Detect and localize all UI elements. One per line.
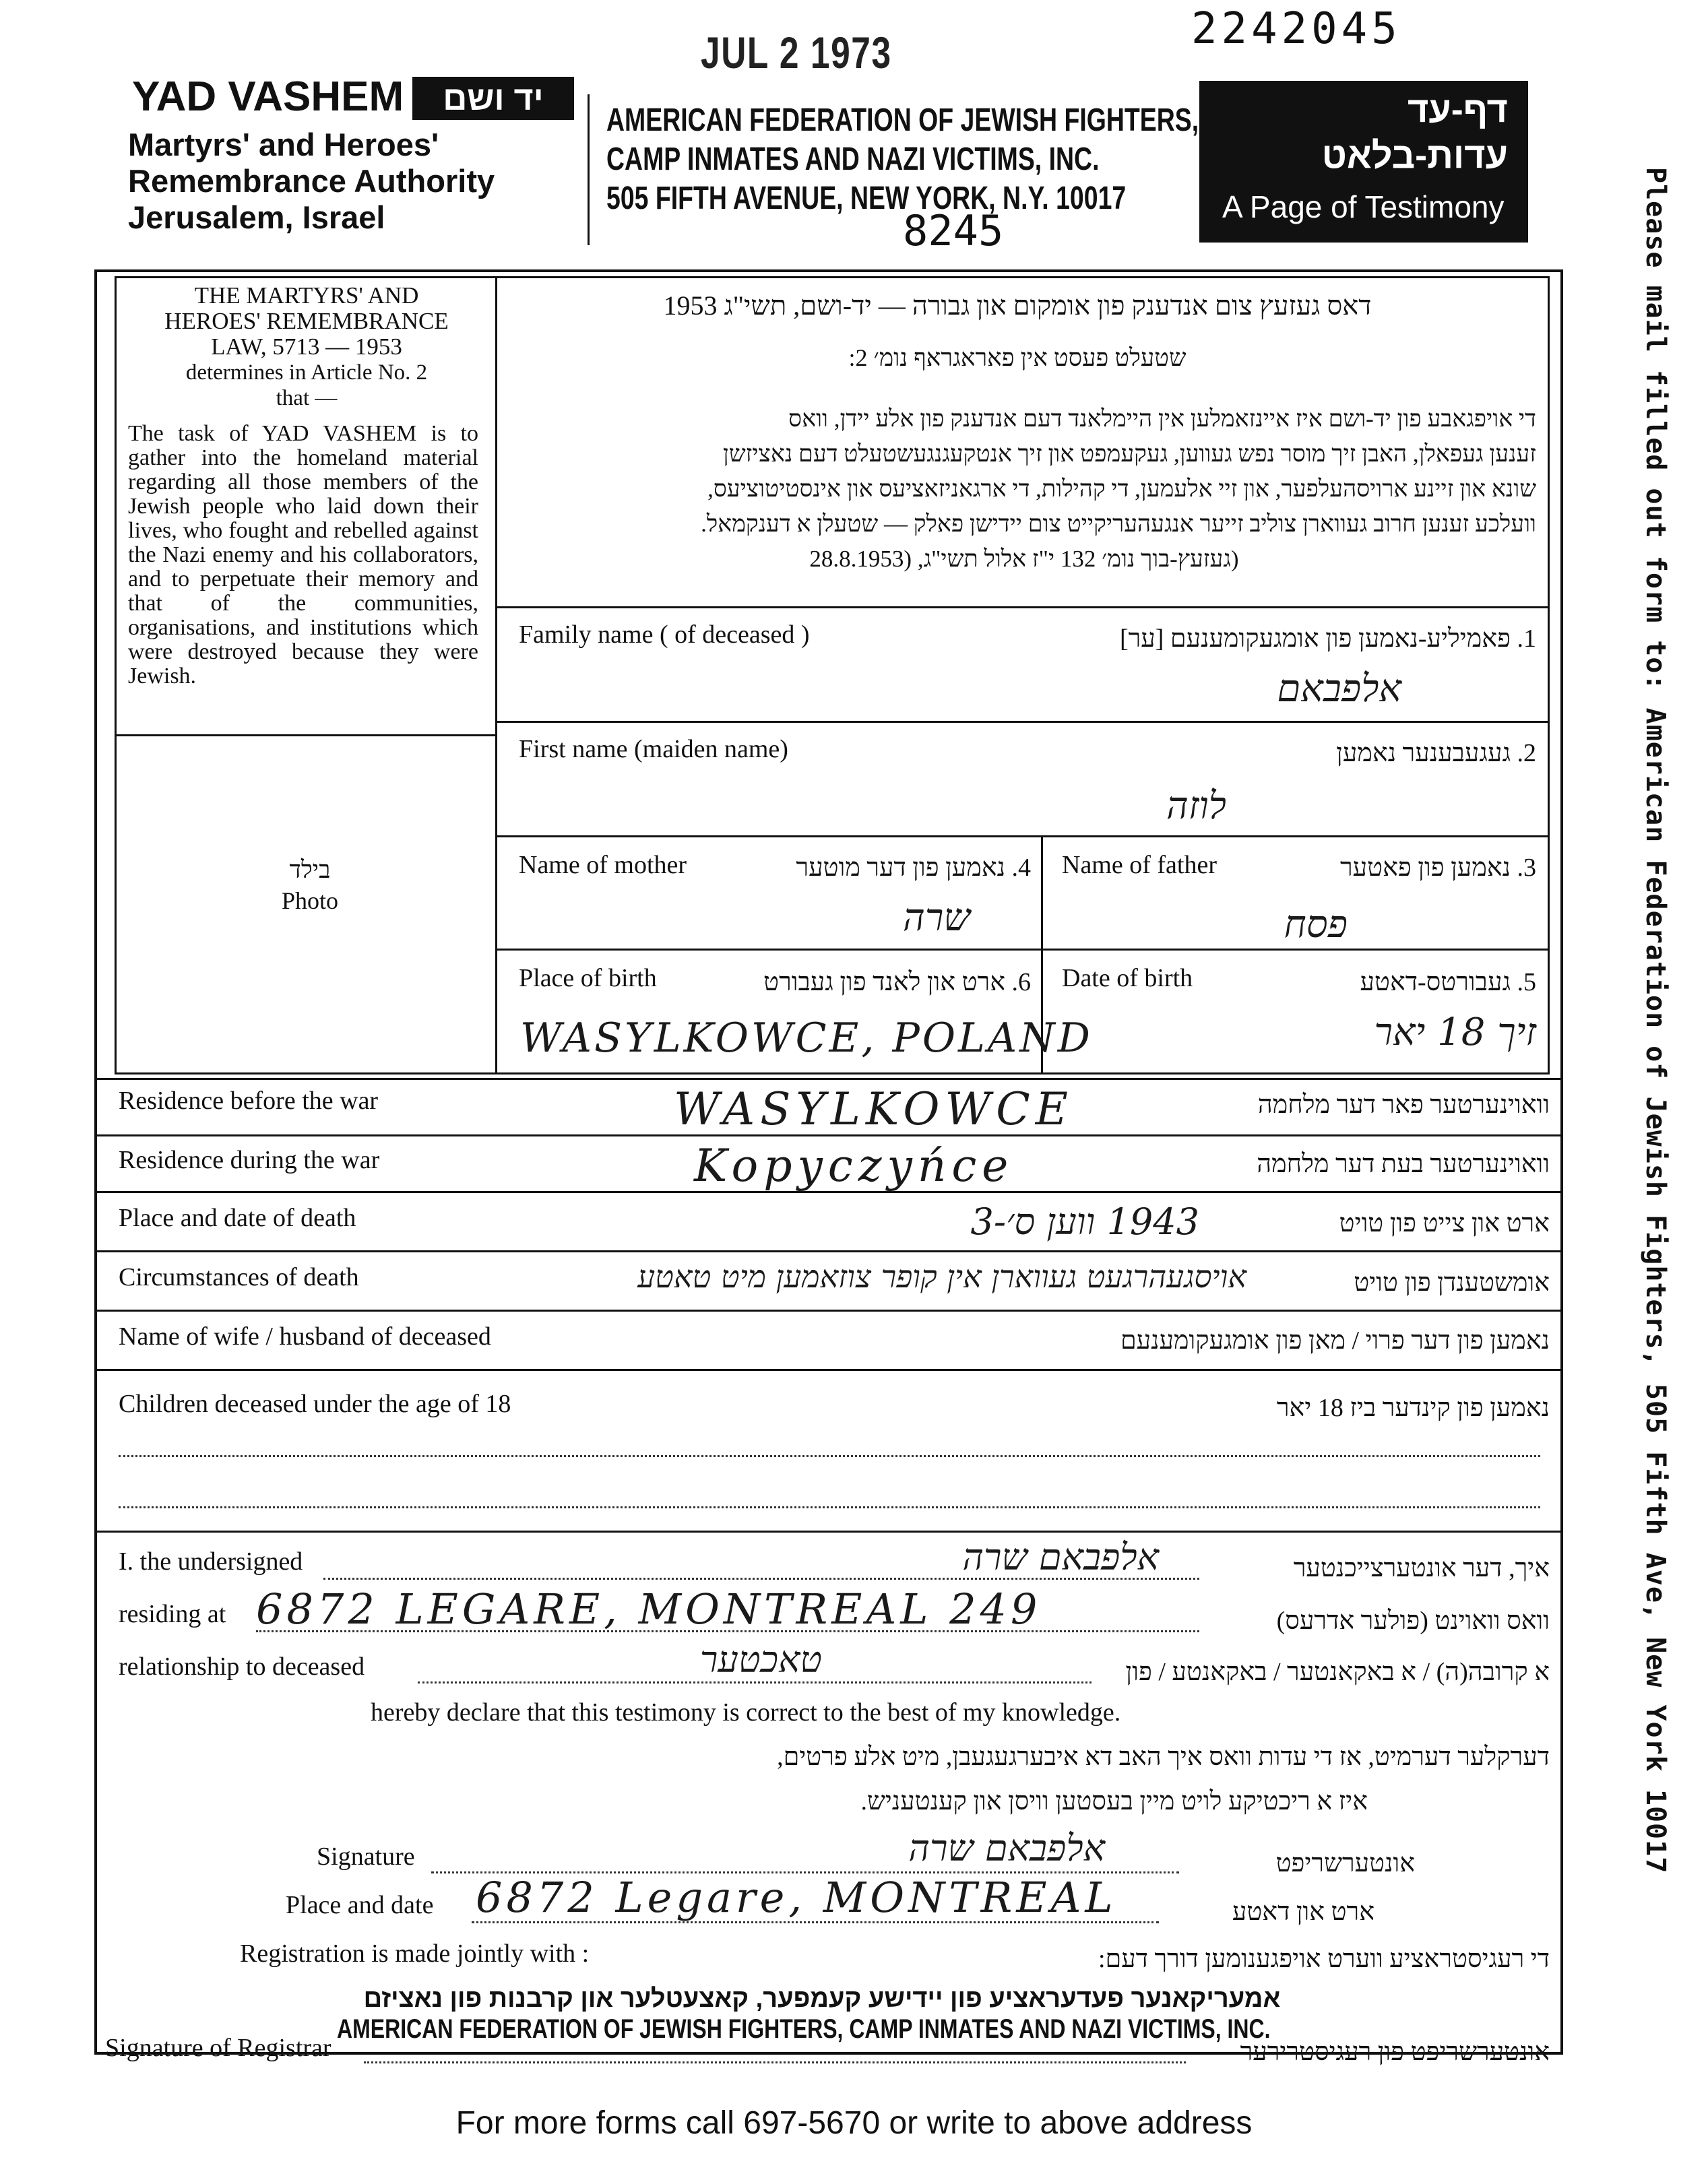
residing-label: residing at [119,1600,226,1628]
mother-name-value: שרה [903,896,970,940]
yad-vashem-logo: יד ושם [412,77,574,120]
authority-line: Remembrance Authority [128,163,495,199]
family-name-label-hebrew: 1. פאמיליע-נאמען פון אומגעקומענעם [ער] [1119,624,1536,653]
residing-value: 6872 LEGARE, MONTREAL 249 [256,1584,1042,1634]
family-name-value: אלפבאם [1277,667,1401,711]
signature-value: אלפבאם שרה [908,1827,1105,1869]
law-title: THE MARTYRS' AND [194,282,419,309]
law-title: HEROES' REMEMBRANCE [164,308,449,334]
death-label-hebrew: ארט און צייט פון טויט [1339,1209,1550,1238]
yiddish-law-text: שונא און זיינע ארויסהעלפער, און זיי אלעמען, די קהילות, די ארגאניזאציעס און אינסטיטוציעס, [707,476,1536,502]
circumstances-value: אויסגעהרגעט געווארן אין קופר צוזאמען מיט טאטע [637,1258,1246,1295]
date-stamp: JUL 2 1973 [701,28,892,77]
death-label: Place and date of death [119,1204,356,1232]
residence-during-label: Residence during the war [119,1146,380,1174]
federation-line: CAMP INMATES AND NAZI VICTIMS, INC. [606,141,1100,177]
federation-name: AMERICAN FEDERATION OF JEWISH FIGHTERS, CAMP INMATES AND NAZI VICTIMS, INC. [337,2014,1271,2044]
undersigned-label-hebrew: איך, דער אונטערצייכנטער [1293,1554,1550,1582]
residence-before-value: WASYLKOWCE [674,1083,1073,1135]
residence-during-label-hebrew: וואוינערטער בעת דער מלחמה [1257,1150,1550,1178]
spouse-label: Name of wife / husband of deceased [119,1322,491,1351]
declaration-text-hebrew: איז א ריכטיקע לויט מיין בעסטען וויסן און קענטעניש. [860,1787,1368,1816]
law-title: that — [276,386,338,410]
residence-before-label-hebrew: וואוינערטער פאר דער מלחמה [1257,1091,1550,1119]
yad-vashem-title: YAD VASHEM [132,73,404,120]
registration-label-hebrew: די רעגיסטראציע ווערט אויפגענומען דורך דעם: [1098,1945,1550,1973]
file-number: 8245 [903,206,1004,255]
place-date-label: Place and date [286,1891,434,1919]
place-date-label-hebrew: ארט און דאטע [1232,1898,1374,1926]
first-name-value: לוזה [1166,784,1226,828]
relationship-value: טאכטער [699,1638,822,1681]
serial-number: 2242045 [1191,4,1401,54]
yiddish-law-text: זענען געפאלן, האבן זיך מוסר נפש געווען, געקעמפט און זיך אנטקעגנגעשטעלט דעם נאציזשן [722,441,1536,467]
relationship-label: relationship to deceased [119,1652,365,1681]
relationship-label-hebrew: א קרובה(ה) / א באקאנטער / באקאנטע / פון [1125,1658,1550,1686]
place-date-value: 6872 Legare, MONTREAL [476,1873,1117,1922]
declaration-text-hebrew: דערקלער דערמיט, אז די עדות וואס איך האב דא איבערגעגעבן, מיט אלע פרטים, [777,1743,1550,1771]
birthplace-label: Place of birth [519,964,657,992]
birthplace-value: WASYLKOWCE, POLAND [520,1015,1093,1062]
yiddish-law-subtitle: שטעלט פעסט אין פאראגראף נומ׳ 2: [848,344,1187,371]
children-label-hebrew: נאמען פון קינדער ביז 18 יאר [1276,1394,1550,1422]
birthdate-value: זיך 18 יאר [1374,1010,1536,1054]
circumstances-label-hebrew: אומשטענדן פון טויט [1354,1269,1550,1297]
banner-hebrew: עדות-בלאט [1321,135,1508,176]
father-name-value: פסח [1284,903,1348,946]
photo-label-hebrew: בילד [289,856,331,883]
birthdate-label-hebrew: 5. געבורטס-דאטע [1360,968,1536,996]
photo-label: Photo [281,887,339,914]
birthplace-label-hebrew: 6. ארט און לאנד פון געבורט [763,968,1031,996]
family-name-label: Family name ( of deceased ) [519,620,810,649]
yiddish-law-title: דאס געזעץ צום אנדענק פון אומקום און גבורה — יד-ושם, תשי"ג 1953 [663,290,1372,321]
federation-name-hebrew: אמעריקאנער פעדעראציע פון יידישע קעמפער, קאצעטלער און קרבנות פון נאציזם [363,1985,1281,2013]
children-label: Children deceased under the age of 18 [119,1390,511,1418]
page-of-testimony-banner [1199,81,1528,243]
residence-before-label: Residence before the war [119,1087,379,1115]
signature-label: Signature [317,1842,415,1871]
yiddish-law-text: די אויפגאבע פון יד-ושם איז איינזאמלען אין היימלאנד דעם אנדענק פון אלע יידן, וואס [788,406,1536,432]
mother-name-label: Name of mother [519,851,687,879]
first-name-label: First name (maiden name) [519,735,788,763]
spouse-label-hebrew: נאמען פון דער פרוי / מאן פון אומגעקומענעם [1120,1326,1550,1355]
law-title: LAW, 5713 — 1953 [211,333,402,360]
federation-line: AMERICAN FEDERATION OF JEWISH FIGHTERS, [606,102,1199,138]
registrar-signature-label-hebrew: אונטערשריפט פון רעגיסטרירער [1240,2038,1550,2066]
residence-during-value: Kopyczyńce [694,1140,1014,1192]
signature-label-hebrew: אונטערשריפט [1275,1849,1415,1878]
yiddish-law-text: וועלכע זענען חרוב געווארן צוליב זייער אנגעהעריקייט צום יידישן פאלק — שטעלן א דענקמאל. [701,511,1536,537]
mail-instructions: Please mail filled out form to: American Federation of Jewish Fighters, 505 Fifth Ave, New York 10017 [1640,167,1671,1874]
authority-line: Martyrs' and Heroes' [128,127,439,162]
birthdate-label: Date of birth [1062,964,1193,992]
father-name-label-hebrew: 3. נאמען פון פאטער [1339,854,1536,882]
yiddish-law-text: (געזעץ-בוך נומ׳ 132 י"ז אלול תשי"ג, (28.8.1953 [809,546,1239,572]
footer-note: For more forms call 697-5670 or write to above address [455,2105,1253,2141]
registration-label: Registration is made jointly with : [240,1939,590,1968]
declaration-text: hereby declare that this testimony is correct to the best of my knowledge. [371,1698,1121,1727]
undersigned-label: I. the undersigned [119,1547,303,1576]
registrar-signature-label: Signature of Registrar [105,2034,331,2062]
residing-label-hebrew: וואס וואוינט (פולער אדרעס) [1276,1607,1550,1635]
circumstances-label: Circumstances of death [119,1263,359,1291]
mother-name-label-hebrew: 4. נאמען פון דער מוטער [796,854,1031,882]
authority-line: Jerusalem, Israel [128,199,385,235]
banner-title: A Page of Testimony [1222,189,1505,224]
law-title: determines in Article No. 2 [185,360,428,385]
federation-line: 505 FIFTH AVENUE, NEW YORK, N.Y. 10017 [606,181,1127,216]
death-value: 1943 ווען ס׳-3 [970,1200,1199,1243]
first-name-label-hebrew: 2. געגעבענער נאמען [1336,739,1536,767]
banner-hebrew: דף-עד [1407,90,1508,130]
father-name-label: Name of father [1062,851,1217,879]
law-text: The task of YAD VASHEM is to gather into the homeland material regarding all those members of the Jewish people who laid down their lives, who fought and rebelled against the Nazi enemy and his collaborators, and to perpetuate their memory and that of the communities, organisations, and institutions which were destroyed because they were Jewish. [128,421,478,688]
undersigned-value: אלפבאם שרה [962,1536,1159,1578]
